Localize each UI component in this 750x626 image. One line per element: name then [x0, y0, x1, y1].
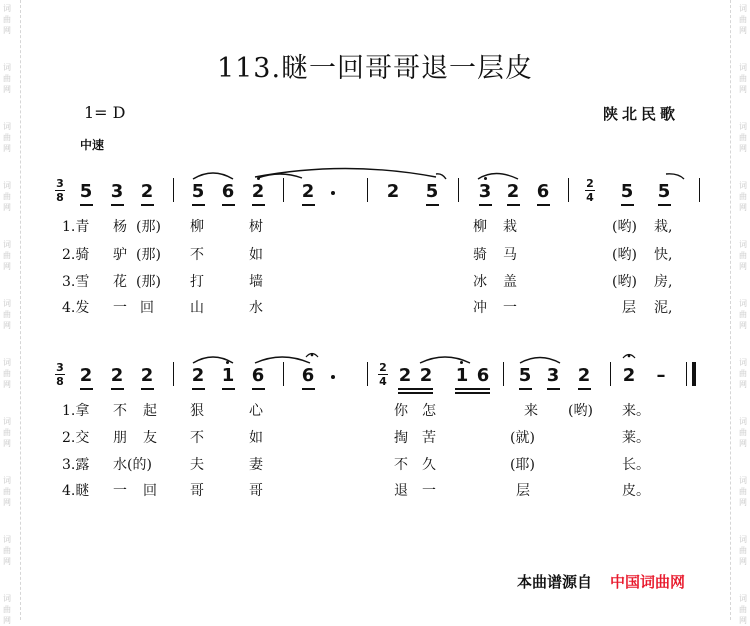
watermark-char: 词 — [3, 299, 11, 308]
lyric: 1.青 — [62, 219, 90, 235]
underline — [252, 204, 265, 206]
lyric: 盖 — [503, 274, 517, 290]
lyric: 如 — [249, 247, 263, 263]
double-underline — [398, 392, 433, 394]
watermark-stamp — [736, 121, 750, 154]
lyric: 水 — [249, 300, 263, 316]
lyric: 打 — [190, 274, 204, 290]
lyric: 退 — [394, 483, 408, 499]
watermark-char: 词 — [3, 594, 11, 603]
song-origin: 陕北民歌 — [603, 105, 680, 123]
source-credit — [517, 571, 685, 592]
slur-marks — [0, 350, 750, 380]
lyric: 水(的) — [113, 457, 152, 473]
lyric: 泥, — [654, 300, 673, 316]
watermark-stamp — [0, 593, 14, 626]
lyric: 心 — [249, 403, 263, 419]
watermark-char: 词 — [739, 594, 747, 603]
watermark-char: 词 — [3, 417, 11, 426]
lyric: 妻 — [249, 457, 263, 473]
note: 5 — [79, 181, 93, 202]
staff-line-2 — [0, 350, 750, 500]
note: 2 — [251, 181, 265, 202]
underline — [479, 204, 492, 206]
watermark-char: 词 — [3, 4, 11, 13]
underline — [455, 388, 490, 390]
watermark-char: 网 — [3, 262, 11, 271]
lyric: 不 — [190, 247, 204, 263]
lyric: 一 — [113, 483, 127, 499]
note: 1 — [221, 365, 235, 386]
note: 5 — [425, 181, 439, 202]
lyric: 哥 — [249, 483, 263, 499]
lyric: 树 — [249, 219, 263, 235]
underline — [621, 204, 634, 206]
lyric: 快, — [654, 247, 673, 263]
watermark-char: 曲 — [739, 192, 747, 201]
lyric: 莱。 — [622, 430, 650, 446]
lyric: 墙 — [249, 274, 263, 290]
note: 6 — [221, 181, 235, 202]
lyric: 柳 — [473, 219, 487, 235]
watermark-char: 词 — [3, 63, 11, 72]
note: 5 — [191, 181, 205, 202]
lyric: 不 — [113, 403, 127, 419]
lyric: 1.拿 — [62, 403, 90, 419]
lyric: (那) — [136, 274, 161, 290]
underline — [192, 388, 205, 390]
watermark-char: 词 — [739, 63, 747, 72]
watermark-char: 网 — [739, 380, 747, 389]
underline — [537, 204, 550, 206]
watermark-char: 曲 — [739, 605, 747, 614]
lyric: 回 — [143, 483, 157, 499]
note: 2 — [622, 365, 636, 386]
lyric: 友 — [143, 430, 157, 446]
note: 5 — [620, 181, 634, 202]
underline — [141, 388, 154, 390]
lyric: 4.发 — [62, 300, 90, 316]
note: 2 — [79, 365, 93, 386]
note: 6 — [301, 365, 315, 386]
watermark-char: 词 — [739, 358, 747, 367]
watermark-char: 曲 — [3, 251, 11, 260]
underline — [80, 204, 93, 206]
lyric: 起 — [143, 403, 157, 419]
watermark-char: 曲 — [739, 310, 747, 319]
watermark-char: 网 — [3, 557, 11, 566]
watermark-char: 词 — [739, 299, 747, 308]
note: 6 — [536, 181, 550, 202]
watermark-char: 曲 — [3, 133, 11, 142]
note: 2 — [191, 365, 205, 386]
underline — [222, 204, 235, 206]
watermark-char: 词 — [3, 240, 11, 249]
note: 2 — [577, 365, 591, 386]
lyric: 骑 — [473, 247, 487, 263]
note: 2 — [301, 181, 315, 202]
watermark-char: 词 — [739, 417, 747, 426]
lyric: 夫 — [190, 457, 204, 473]
underline — [141, 204, 154, 206]
lyric: 马 — [503, 247, 517, 263]
note: 2 — [506, 181, 520, 202]
note: 3 — [546, 365, 560, 386]
watermark-char: 词 — [3, 122, 11, 131]
note: 2 — [386, 181, 400, 202]
watermark-char: 曲 — [3, 310, 11, 319]
watermark-char: 词 — [3, 476, 11, 485]
watermark-stamp — [736, 534, 750, 567]
time-signature: 2 4 — [379, 361, 387, 388]
underline — [658, 204, 671, 206]
watermark-char: 网 — [3, 439, 11, 448]
lyric: 长。 — [622, 457, 650, 473]
underline — [302, 204, 315, 206]
note: 2 — [140, 365, 154, 386]
watermark-char: 曲 — [3, 192, 11, 201]
watermark-char: 词 — [739, 535, 747, 544]
lyric: 苦 — [422, 430, 436, 446]
note: 2 — [110, 365, 124, 386]
staff-line-1 — [0, 164, 750, 314]
watermark-char: 词 — [739, 476, 747, 485]
watermark-char: 网 — [739, 26, 747, 35]
note: 2 — [140, 181, 154, 202]
watermark-char: 曲 — [3, 369, 11, 378]
watermark-char: 曲 — [739, 428, 747, 437]
lyric: 不 — [190, 430, 204, 446]
lyric: 来 — [524, 403, 538, 419]
lyric: 层 — [516, 483, 530, 499]
note: 6 — [476, 365, 490, 386]
lyric: 房, — [654, 274, 673, 290]
lyric: 哥 — [190, 483, 204, 499]
lyric: 花 — [113, 274, 127, 290]
lyric: 山 — [190, 300, 204, 316]
note: – — [656, 365, 666, 386]
lyric: 冲 — [473, 300, 487, 316]
lyric: 驴 — [113, 247, 127, 263]
watermark-char: 网 — [739, 321, 747, 330]
lyric: 一 — [422, 483, 436, 499]
lyric: 栽, — [654, 219, 673, 235]
lyric: 狠 — [190, 403, 204, 419]
watermark-char: 网 — [3, 321, 11, 330]
note: 1 — [455, 365, 469, 386]
lyric: 掏 — [394, 430, 408, 446]
lyric: 不 — [394, 457, 408, 473]
slur-marks — [0, 164, 750, 194]
lyric: 来。 — [622, 403, 650, 419]
lyric: (耶) — [510, 457, 535, 473]
underline — [519, 388, 532, 390]
watermark-char: 词 — [739, 4, 747, 13]
lyric: 如 — [249, 430, 263, 446]
watermark-char: 曲 — [739, 251, 747, 260]
watermark-char: 曲 — [739, 546, 747, 555]
watermark-char: 曲 — [739, 133, 747, 142]
double-underline — [455, 392, 490, 394]
underline — [398, 388, 433, 390]
underline — [578, 388, 591, 390]
lyric: 3.露 — [62, 457, 90, 473]
note: 3 — [478, 181, 492, 202]
underline — [80, 388, 93, 390]
time-signature: 3 8 — [56, 177, 64, 204]
watermark-char: 网 — [739, 616, 747, 625]
watermark-char: 网 — [3, 26, 11, 35]
site-name-link[interactable]: 中国词曲网 — [610, 573, 686, 591]
watermark-char: 网 — [739, 144, 747, 153]
watermark-char: 词 — [739, 240, 747, 249]
watermark-char: 曲 — [739, 15, 747, 24]
underline — [426, 204, 439, 206]
watermark-char: 网 — [3, 616, 11, 625]
watermark-char: 曲 — [3, 605, 11, 614]
time-signature: 3 8 — [56, 361, 64, 388]
underline — [547, 388, 560, 390]
watermark-char: 网 — [739, 498, 747, 507]
note: 5 — [657, 181, 671, 202]
lyric: 柳 — [190, 219, 204, 235]
lyric: (哟) — [568, 403, 593, 419]
note: 2 — [398, 365, 412, 386]
note: 3 — [110, 181, 124, 202]
lyric: 你 — [394, 403, 408, 419]
lyric: 一 — [113, 300, 127, 316]
lyric: (哟) — [612, 274, 637, 290]
watermark-char: 词 — [739, 181, 747, 190]
underline — [302, 388, 315, 390]
lyric: (就) — [510, 430, 535, 446]
watermark-char: 网 — [739, 85, 747, 94]
watermark-char: 曲 — [3, 546, 11, 555]
lyric: 皮。 — [622, 483, 650, 499]
note: 2 — [419, 365, 433, 386]
watermark-char: 网 — [3, 203, 11, 212]
underline — [192, 204, 205, 206]
song-title: 113.瞇一回哥哥退一层皮 — [216, 53, 534, 84]
note: 5 — [518, 365, 532, 386]
note: 6 — [251, 365, 265, 386]
watermark-char: 词 — [3, 181, 11, 190]
lyric: 久 — [422, 457, 436, 473]
lyric: 怎 — [422, 403, 436, 419]
watermark-char: 网 — [3, 380, 11, 389]
watermark-char: 曲 — [739, 74, 747, 83]
watermark-char: 网 — [3, 85, 11, 94]
watermark-stamp — [736, 593, 750, 626]
underline — [111, 204, 124, 206]
source-label: 本曲谱源自 — [517, 573, 593, 591]
lyric: 2.交 — [62, 430, 90, 446]
lyric: 4.瞇 — [62, 483, 90, 499]
watermark-char: 网 — [739, 262, 747, 271]
watermark-char: 曲 — [3, 487, 11, 496]
lyric: (那) — [136, 219, 161, 235]
lyric: (哟) — [612, 247, 637, 263]
watermark-char: 曲 — [3, 428, 11, 437]
time-signature: 2 4 — [586, 177, 594, 204]
lyric: 回 — [140, 300, 154, 316]
underline — [222, 388, 235, 390]
underline — [111, 388, 124, 390]
watermark-char: 网 — [739, 203, 747, 212]
watermark-char: 网 — [3, 144, 11, 153]
lyric: 3.雪 — [62, 274, 90, 290]
watermark-char: 词 — [3, 358, 11, 367]
lyric: 冰 — [473, 274, 487, 290]
lyric: 2.骑 — [62, 247, 90, 263]
lyric: (哟) — [612, 219, 637, 235]
watermark-char: 曲 — [3, 15, 11, 24]
watermark-char: 网 — [739, 557, 747, 566]
watermark-stamp — [0, 3, 14, 36]
watermark-char: 曲 — [739, 369, 747, 378]
lyric: (那) — [136, 247, 161, 263]
watermark-char: 词 — [739, 122, 747, 131]
watermark-char: 网 — [3, 498, 11, 507]
underline — [252, 388, 265, 390]
watermark-char: 曲 — [3, 74, 11, 83]
watermark-char: 网 — [739, 439, 747, 448]
watermark-stamp — [736, 3, 750, 36]
underline — [507, 204, 520, 206]
lyric: 层 — [622, 300, 636, 316]
tempo-marking: 中速 — [80, 138, 105, 152]
lyric: 栽 — [503, 219, 517, 235]
key-signature: 1= D — [84, 103, 126, 122]
lyric: 朋 — [113, 430, 127, 446]
watermark-char: 词 — [3, 535, 11, 544]
lyric: 一 — [503, 300, 517, 316]
lyric: 杨 — [113, 219, 127, 235]
watermark-stamp — [0, 534, 14, 567]
watermark-char: 曲 — [739, 487, 747, 496]
watermark-stamp — [0, 121, 14, 154]
